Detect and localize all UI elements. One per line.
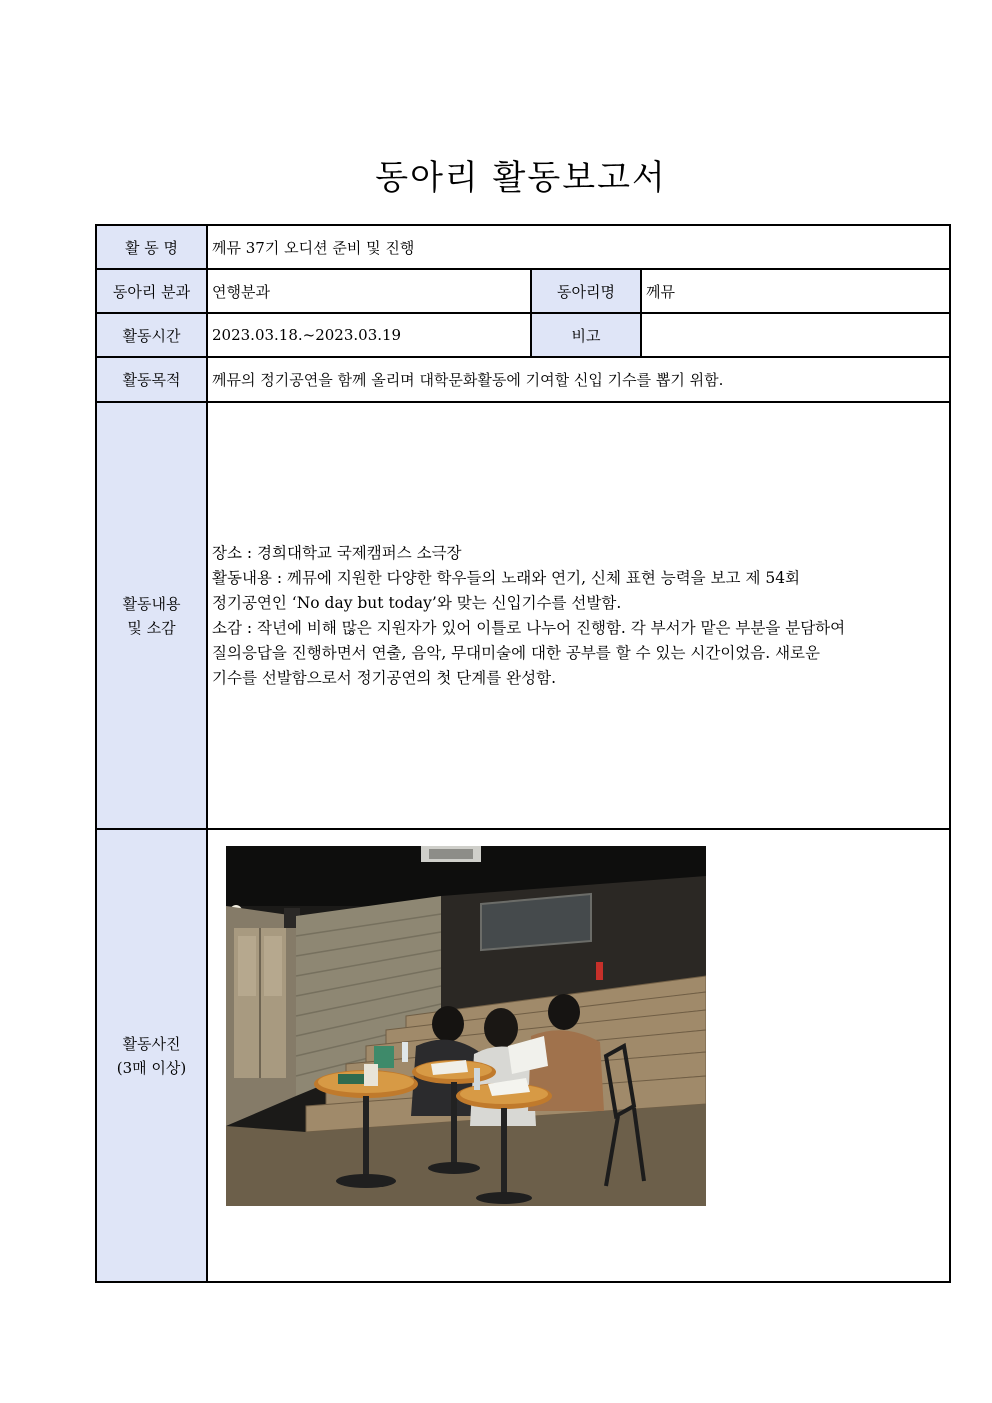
photo-label-line1: 활동사진: [122, 1034, 181, 1053]
remarks-label: 비고: [531, 313, 641, 357]
row-activity-name: [96, 225, 950, 269]
content-label-line2: 및 소감: [127, 618, 176, 637]
report-table: [95, 224, 951, 1283]
row-division: [96, 269, 950, 313]
activity-photo: [226, 846, 706, 1206]
division-value: 연행분과: [207, 269, 531, 313]
photo-label-line2: (3매 이상): [116, 1058, 187, 1077]
content-line: 정기공연인 ‘No day but today’와 맞는 신입기수를 선발함.: [212, 593, 622, 612]
activity-name-value: 께뮤 37기 오디션 준비 및 진행: [207, 225, 950, 269]
content-line: 장소 : 경희대학교 국제캠퍼스 소극장: [212, 543, 462, 562]
period-label: 활동시간: [96, 313, 207, 357]
purpose-label: 활동목적: [96, 357, 207, 402]
period-value: 2023.03.18.~2023.03.19: [207, 313, 531, 357]
photo-cell: [207, 829, 950, 1282]
row-purpose: [96, 357, 950, 402]
content-label: [96, 402, 207, 829]
purpose-value: 께뮤의 정기공연을 함께 올리며 대학문화활동에 기여할 신입 기수를 뽑기 위함.: [207, 357, 950, 402]
activity-name-label: 활 동 명: [96, 225, 207, 269]
content-line: 기수를 선발함으로서 정기공연의 첫 단계를 완성함.: [212, 668, 556, 687]
page-title: 동아리 활동보고서: [375, 158, 667, 198]
row-content: [96, 402, 950, 829]
club-name-label: 동아리명: [531, 269, 641, 313]
content-line: 질의응답을 진행하면서 연출, 음악, 무대미술에 대한 공부를 할 수 있는 시간이었음. 새로운: [212, 643, 821, 662]
row-photo: [96, 829, 950, 1282]
photo-label: [96, 829, 207, 1282]
division-label: 동아리 분과: [96, 269, 207, 313]
club-name-value: 께뮤: [641, 269, 950, 313]
content-line: 활동내용 : 께뮤에 지원한 다양한 학우들의 노래와 연기, 신체 표현 능력을 보고 제 54회: [212, 568, 801, 587]
content-label-line1: 활동내용: [122, 594, 181, 613]
content-body: [207, 402, 950, 829]
remarks-value: [641, 313, 950, 357]
content-line: 소감 : 작년에 비해 많은 지원자가 있어 이틀로 나누어 진행함. 각 부서가 맡은 부분을 분담하여: [212, 618, 846, 637]
row-period: [96, 313, 950, 357]
